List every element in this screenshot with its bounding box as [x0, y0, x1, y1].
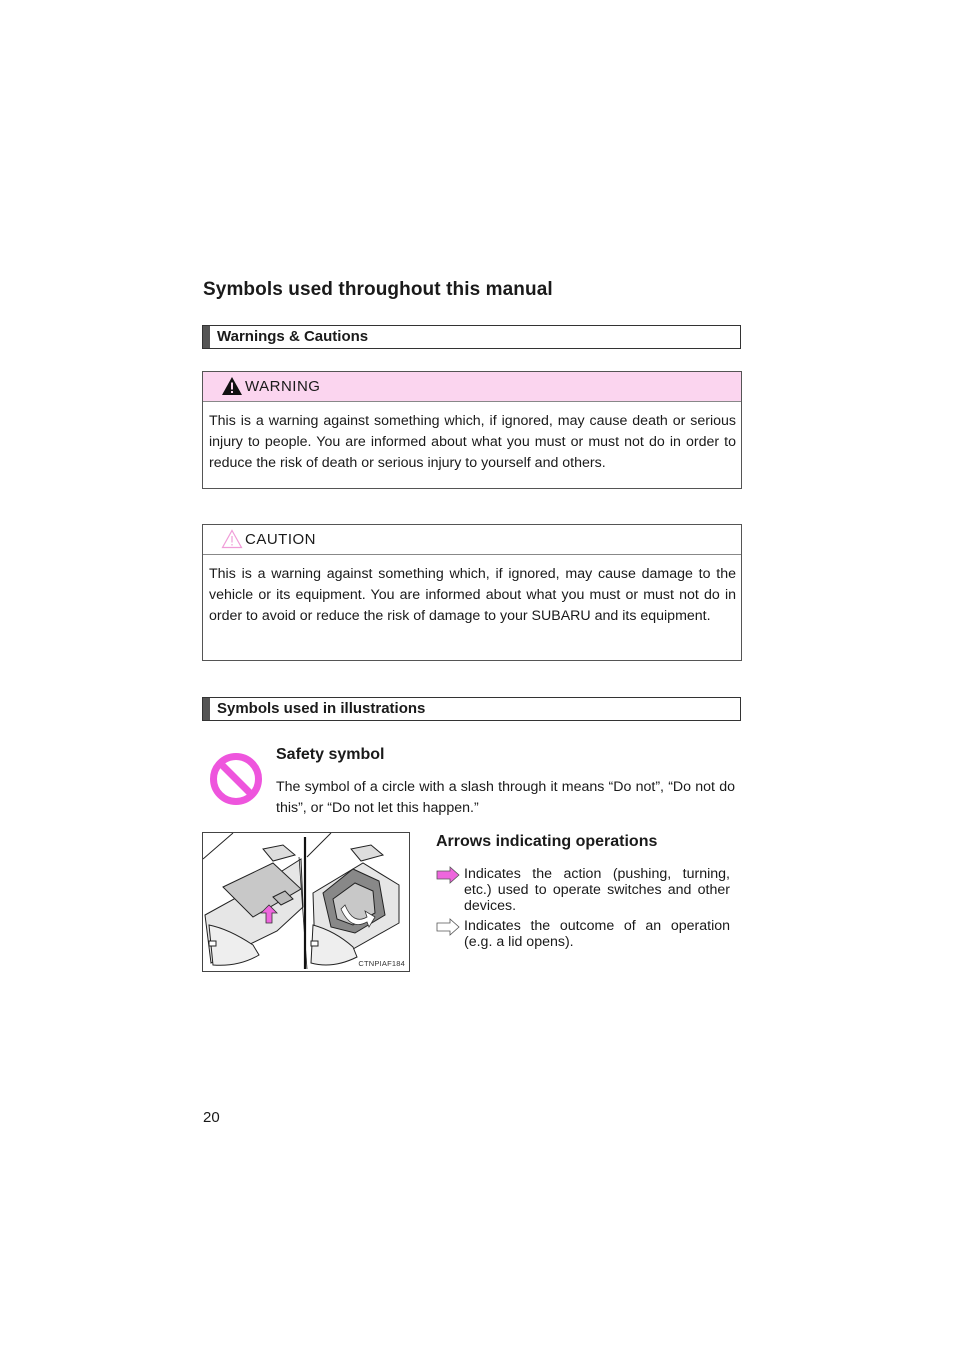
- illustration-code: CTNPIAF184: [358, 959, 405, 968]
- prohibition-symbol-icon: [209, 752, 263, 806]
- warning-header: [203, 372, 741, 402]
- section-heading-label: Symbols used in illustrations: [217, 700, 426, 717]
- outcome-arrow-text: Indicates the outcome of an operation (e.g. a lid opens).: [464, 918, 730, 950]
- warning-box: [202, 371, 742, 489]
- action-arrow-icon: [436, 866, 460, 884]
- illustration-overhead-console: [202, 832, 410, 972]
- safety-symbol-text: The symbol of a circle with a slash through it means “Do not”, “Do not do this”, or “Do not let this happen.”: [276, 779, 735, 816]
- caution-box: [202, 524, 742, 661]
- warning-heading: WARNING: [245, 378, 321, 395]
- page-number: 20: [203, 1109, 220, 1126]
- section-heading-warnings: [202, 325, 741, 349]
- caution-header: [203, 525, 741, 555]
- section-heading-illustrations: [202, 697, 741, 721]
- page-title: Symbols used throughout this manual: [203, 279, 553, 300]
- arrows-title: Arrows indicating operations: [436, 833, 658, 850]
- action-arrow-text: Indicates the action (pushing, turning, etc.) used to operate switches and other devices.: [464, 866, 730, 914]
- caution-heading: CAUTION: [245, 531, 316, 548]
- section-heading-tab: [203, 698, 210, 720]
- outcome-arrow-icon: [436, 918, 460, 936]
- section-heading-label: Warnings & Cautions: [217, 328, 369, 345]
- section-heading-tab: [203, 326, 210, 348]
- warning-triangle-icon: [221, 376, 243, 396]
- warning-text: This is a warning against something which, if ignored, may cause death or serious injury to people. You are informed about what you must or must not do in order to reduce the risk of death or serious injury to yourself and others.: [209, 413, 736, 471]
- caution-text: This is a warning against something which, if ignored, may cause damage to the vehicle or its equipment. You are informed about what you must or must not do in order to avoid or reduce the risk of damage to your SUBARU and its equipment.: [209, 566, 736, 624]
- safety-symbol-title: Safety symbol: [276, 746, 385, 763]
- caution-triangle-icon: [221, 529, 243, 549]
- overhead-console-drawing: [203, 833, 409, 971]
